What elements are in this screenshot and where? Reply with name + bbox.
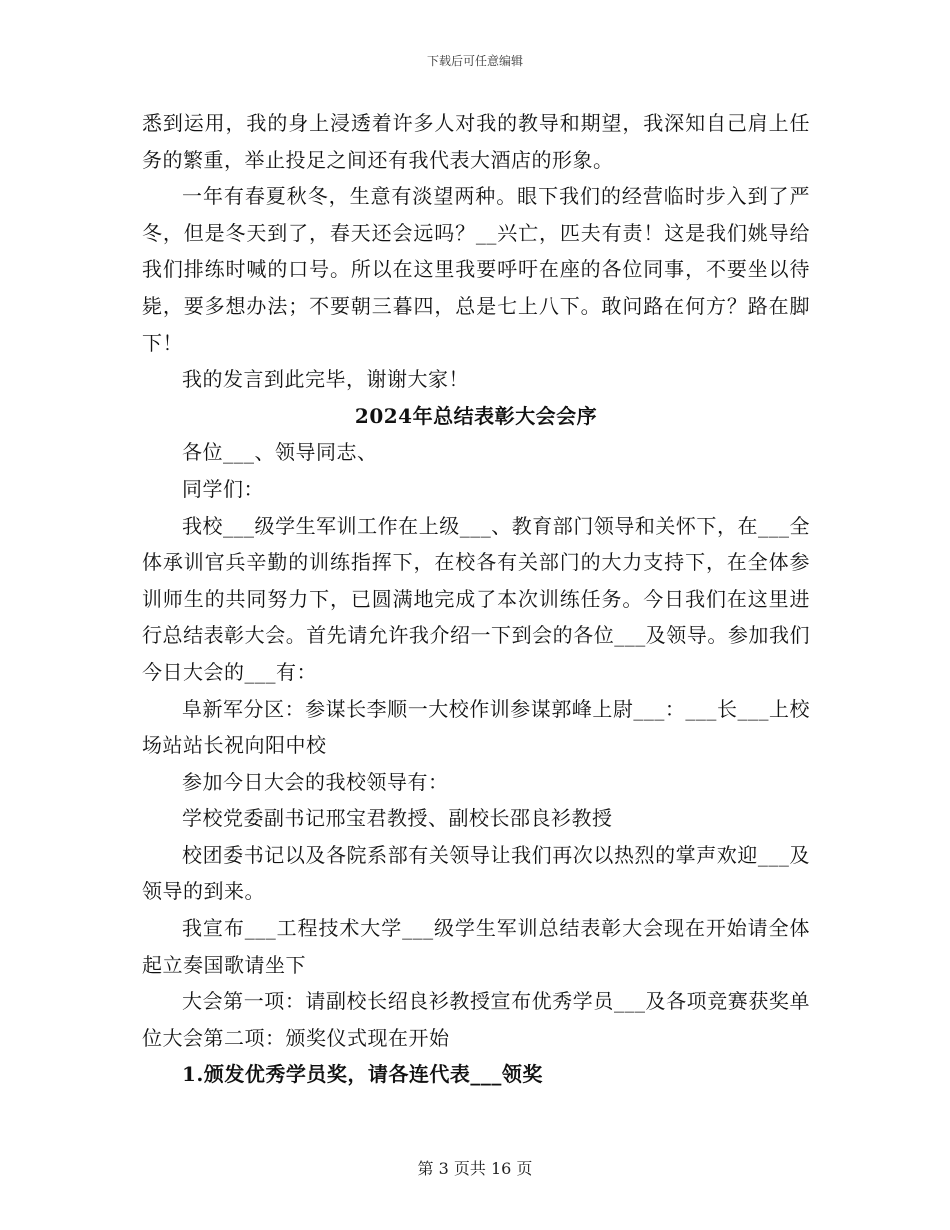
paragraph: 我校___级学生军训工作在上级___、教育部门领导和关怀下，在___全体承训官兵辛勤的训练指挥下，在校各有关部门的大力支持下，在全体参训师生的共同努力下，已圆满地完成了本次训练任务。今日我们在这里进行总结表彰大会。首先请允许我介绍一下到会的各位___及领导。参加我们今日大会的___有： <box>142 513 810 684</box>
paragraph: 参加今日大会的我校领导有： <box>182 769 449 794</box>
page-header: 下载后可任意编辑 <box>426 54 523 68</box>
paragraph: 我宣布___工程技术大学___级学生军训总结表彰大会现在开始请全体起立奏国歌请坐下 <box>142 916 810 977</box>
paragraph: 阜新军分区：参谋长李顺一大校作训参谋郭峰上尉___：___长___上校场站站长祝向阳中校 <box>142 696 810 758</box>
paragraph: 一年有春夏秋冬，生意有淡望两种。眼下我们的经营临时步入到了严冬，但是冬天到了，春天还会远吗？__兴亡，匹夫有责！这是我们姚导给我们排练时喊的口号。所以在这里我要呼吁在座的各位同事，不要坐以待毙，要多想办法；不要朝三暮四，总是七上八下。敢问路在何方？路在脚下！ <box>142 184 810 355</box>
page-footer: 第 3 页共 16 页 <box>417 1159 533 1178</box>
section-title: 2024年总结表彰大会会序 <box>354 403 598 428</box>
paragraph: 各位___、领导同志、 <box>182 440 378 465</box>
paragraph: 同学们： <box>182 476 264 501</box>
document-body <box>142 105 810 1093</box>
paragraph: 学校党委副书记邢宝君教授、副校长邵良衫教授 <box>182 806 613 831</box>
paragraph: 校团委书记以及各院系部有关领导让我们再次以热烈的掌声欢迎___及领导的到来。 <box>142 842 810 904</box>
bold-list-item: 1.颁发优秀学员奖，请各连代表___领奖 <box>182 1062 543 1087</box>
paragraph-continuation: 悉到运用，我的身上浸透着许多人对我的教导和期望，我深知自己肩上任务的繁重，举止投足之间还有我代表大酒店的形象。 <box>142 111 810 172</box>
paragraph: 我的发言到此完毕，谢谢大家！ <box>182 367 469 392</box>
paragraph: 大会第一项：请副校长绍良衫教授宣布优秀学员___及各项竞赛获奖单位大会第二项：颁奖仪式现在开始 <box>142 989 810 1050</box>
